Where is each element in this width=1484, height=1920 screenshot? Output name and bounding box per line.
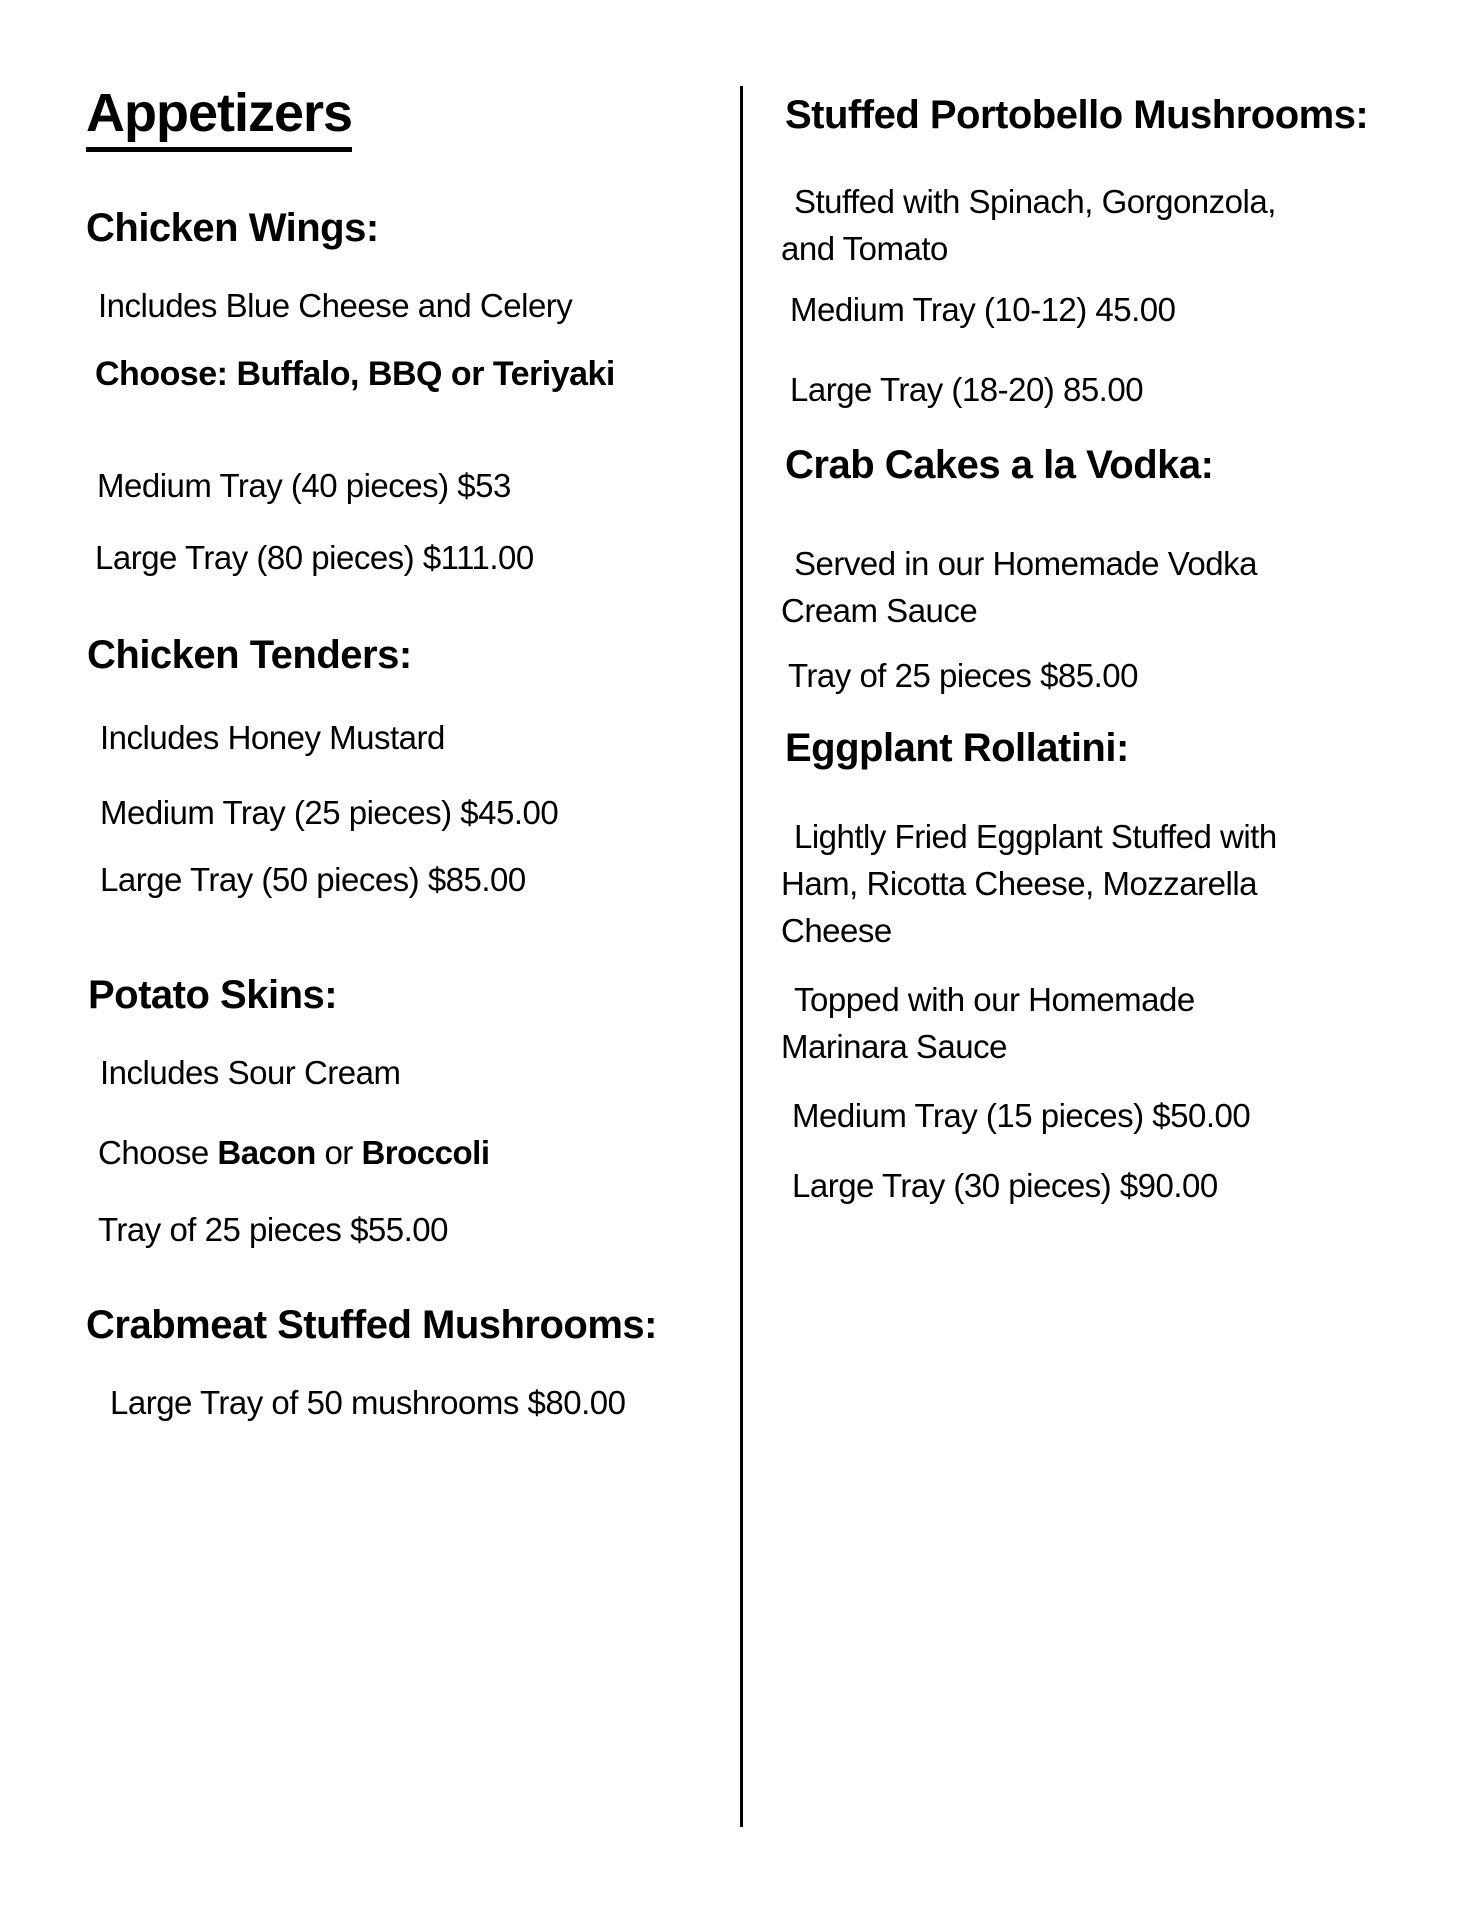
section-heading-crabmeat-stuffed-mushrooms: Crabmeat Stuffed Mushrooms:: [86, 1303, 657, 1347]
section-heading-eggplant-rollatini: Eggplant Rollatini:: [785, 726, 1129, 770]
potato-skins-choose-option-bacon: Bacon: [217, 1134, 316, 1171]
eggplant-rollatini-medium-tray: Medium Tray (15 pieces) $50.00: [792, 1097, 1251, 1134]
description-line: and Tomato: [781, 229, 948, 267]
section-heading-chicken-tenders: Chicken Tenders:: [87, 633, 412, 677]
chicken-wings-choose: Choose: Buffalo, BBQ or Teriyaki: [95, 355, 615, 393]
chicken-tenders-includes: Includes Honey Mustard: [100, 719, 445, 756]
stuffed-portobello-large-tray: Large Tray (18-20) 85.00: [790, 371, 1144, 408]
page-title: [86, 82, 352, 152]
description-line: Marinara Sauce: [781, 1027, 1007, 1065]
description-line: Stuffed with Spinach, Gorgonzola,: [794, 183, 1276, 220]
column-divider: [740, 86, 743, 1827]
chicken-wings-medium-tray: Medium Tray (40 pieces) $53: [97, 467, 511, 504]
description-line: Cheese: [781, 911, 892, 949]
chicken-tenders-medium-tray: Medium Tray (25 pieces) $45.00: [100, 794, 559, 831]
crab-cakes-tray: Tray of 25 pieces $85.00: [788, 657, 1139, 694]
eggplant-rollatini-description-2: [781, 977, 1195, 1071]
crab-cakes-description: [781, 541, 1257, 635]
potato-skins-tray: Tray of 25 pieces $55.00: [98, 1211, 449, 1248]
crabmeat-stuffed-mushrooms-tray: Large Tray of 50 mushrooms $80.00: [110, 1384, 626, 1421]
description-line: Served in our Homemade Vodka: [794, 545, 1257, 582]
description-line: Topped with our Homemade: [794, 981, 1195, 1018]
page-title-text: Appetizers: [86, 82, 352, 152]
description-line: Ham, Ricotta Cheese, Mozzarella: [781, 864, 1258, 902]
section-heading-stuffed-portobello-mushrooms: Stuffed Portobello Mushrooms:: [785, 93, 1369, 137]
section-heading-potato-skins: Potato Skins:: [88, 973, 338, 1017]
chicken-tenders-large-tray: Large Tray (50 pieces) $85.00: [100, 861, 526, 898]
potato-skins-choose-prefix: Choose: [98, 1134, 218, 1171]
chicken-wings-large-tray: Large Tray (80 pieces) $111.00: [95, 539, 534, 576]
eggplant-rollatini-large-tray: Large Tray (30 pieces) $90.00: [792, 1167, 1218, 1204]
stuffed-portobello-description: [781, 179, 1276, 273]
eggplant-rollatini-description-1: [781, 814, 1277, 955]
section-heading-crab-cakes-a-la-vodka: Crab Cakes a la Vodka:: [785, 443, 1214, 487]
potato-skins-choose-option-broccoli: Broccoli: [361, 1134, 490, 1171]
description-line: Lightly Fried Eggplant Stuffed with: [794, 818, 1277, 855]
potato-skins-includes: Includes Sour Cream: [100, 1054, 401, 1091]
chicken-wings-includes: Includes Blue Cheese and Celery: [98, 287, 573, 324]
description-line: Cream Sauce: [781, 591, 978, 629]
stuffed-portobello-medium-tray: Medium Tray (10-12) 45.00: [790, 291, 1176, 328]
potato-skins-choose: [98, 1134, 490, 1172]
potato-skins-choose-connector: or: [315, 1134, 362, 1171]
section-heading-chicken-wings: Chicken Wings:: [86, 206, 379, 250]
